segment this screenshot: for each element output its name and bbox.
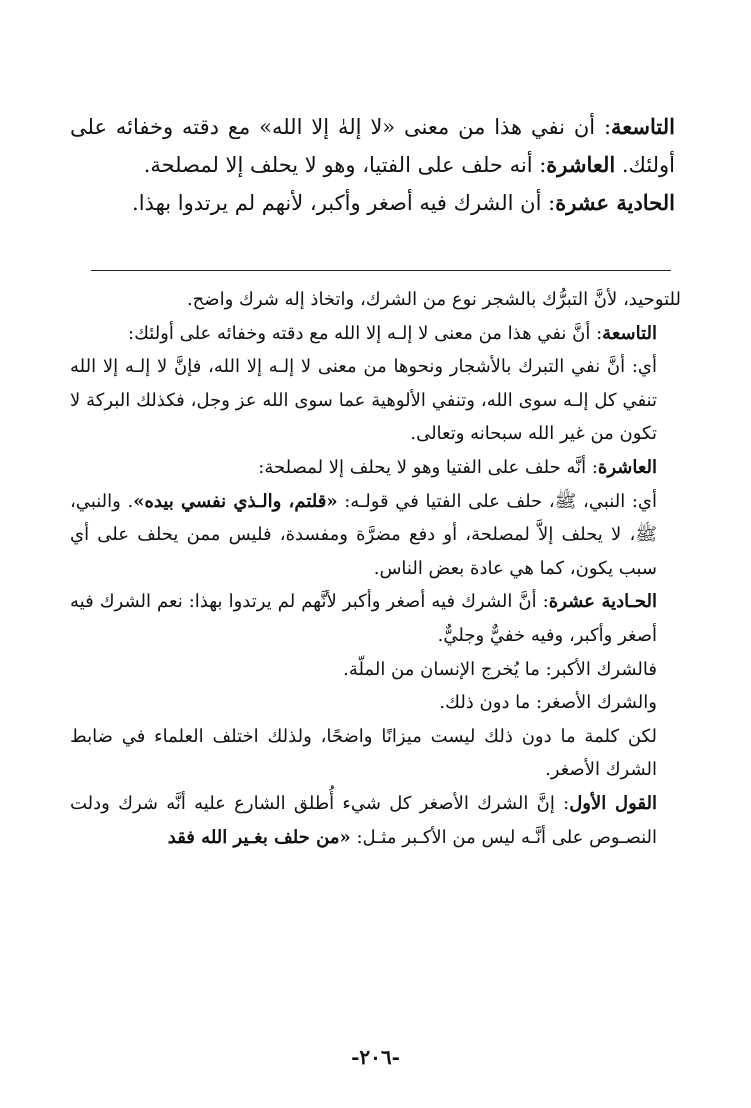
note-text-5a: أي: النبي، ﷺ، حلف على الفتيا في قولـه: (337, 490, 657, 512)
note-quote-10: «من حلف بغـير الله فقد (167, 826, 351, 848)
note-3: أي: أنَّ نفي التبرك بالأشجار ونحوها من معنى لا إلـه إلا الله، فإنَّ لا إلـه إلا الله تنفي كل إلـه سوى الله، وتنفي الألوهية عما سوى الله عز وجل، فكذلك البركة لا تكون من غير الله سبحانه وتعالى. (70, 356, 657, 445)
note-term-ashira: العاشرة (597, 456, 657, 478)
footnote-separator (91, 270, 671, 271)
term-hadiya-ashra: الحادية عشرة (555, 190, 675, 215)
note-5 (70, 485, 681, 586)
main-text-1: : أن نفي هذا من معنى «لا إلهٰ إلا الله» مع دقته وخفائه على أولئك. (70, 115, 675, 177)
note-2 (70, 317, 681, 351)
note-term-hadiya-ashra: الحـادية عشرة (548, 591, 657, 613)
main-paragraph-2 (70, 184, 675, 222)
term-ashira: العاشرة (546, 152, 616, 177)
main-text-3: : أن الشرك فيه أصغر وأكبر، لأنهم لم يرتدوا بهذا. (132, 191, 556, 215)
note-text-2: : أنَّ نفي هذا من معنى لا إلـه إلا الله مع دقته وخفائه على أولئك: (128, 322, 603, 344)
note-text-5b: . والنبي، ﷺ، لا يحلف إلاَّ لمصلحة، أو دفع مضرَّة ومفسدة، فليس ممن يحلف على أي سبب يكون، كما هي عادة بعض الناس. (70, 490, 657, 579)
main-text (70, 108, 675, 222)
note-text-6: : أنَّ الشرك فيه أصغر وأكبر لأنَّهم لم يرتدوا بهذا: نعم الشرك فيه أصغر وأكبر، وفيه خفيٌّ وجليٌّ. (70, 591, 657, 646)
commentary (70, 283, 681, 854)
term-tasia: التاسعة (611, 114, 676, 139)
note-6 (70, 585, 681, 652)
main-paragraph-1 (70, 108, 675, 184)
note-term-first-opinion: القول الأول (569, 792, 657, 814)
note-quote-5: «قلتم، والـذي نفسي بيده» (133, 490, 338, 512)
note-4 (70, 451, 681, 485)
note-1: للتوحيد، لأنَّ التبرُّك بالشجر نوع من الشرك، واتخاذ إله شرك واضح. (186, 289, 681, 310)
note-10 (70, 787, 681, 854)
note-8: والشرك الأصغر: ما دون ذلك. (439, 692, 657, 714)
page-number: -٢٠٦- (351, 1045, 400, 1069)
note-7: فالشرك الأكبر: ما يُخرج الإنسان من الملّة. (343, 658, 657, 680)
note-9: لكن كلمة ما دون ذلك ليست ميزانًا واضحًا، ولذلك اختلف العلماء في ضابط الشرك الأصغر. (70, 725, 657, 781)
main-text-2: : أنه حلف على الفتيا، وهو لا يحلف إلا لمصلحة. (143, 153, 547, 177)
note-text-10: : إنَّ الشرك الأصغر كل شيء أُطلق الشارع عليه أنَّه شرك ودلت النصـوص على أنَّـه ليس من الأكـبر مثـل: (70, 792, 657, 848)
note-term-tasia: التاسعة (602, 322, 657, 344)
note-text-4: : أنَّه حلف على الفتيا وهو لا يحلف إلا لمصلحة: (258, 456, 598, 478)
